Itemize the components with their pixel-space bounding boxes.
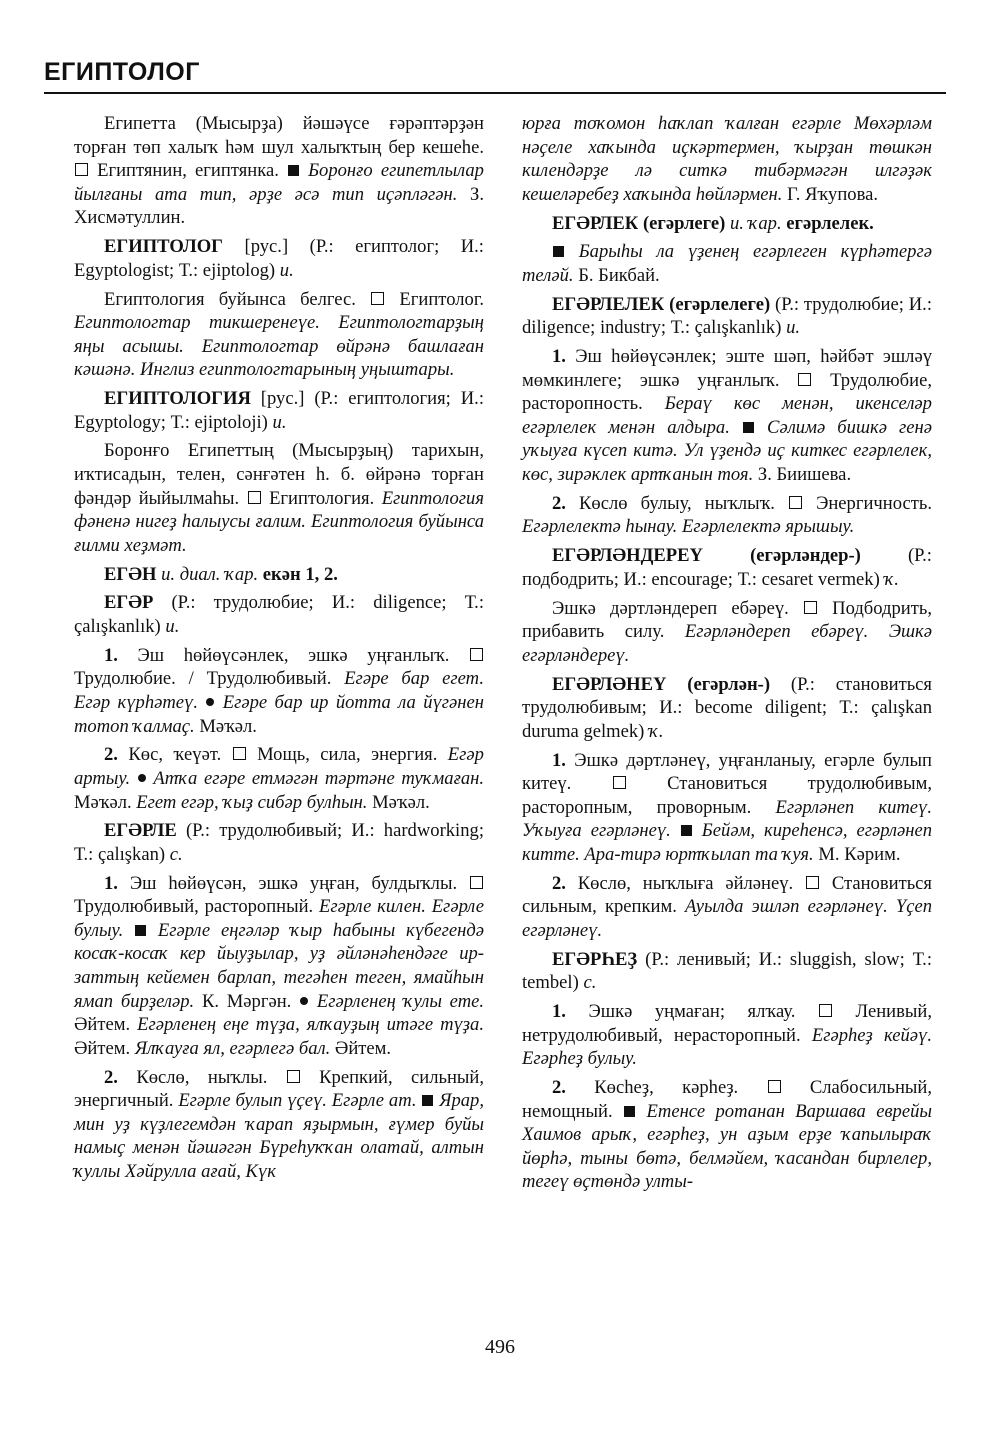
white-square-icon xyxy=(768,1080,781,1093)
label-text: и. диал. ҡар. xyxy=(161,563,259,585)
translation-text: Крепкий, сильный, энергичный. xyxy=(74,1066,484,1112)
source-text: З. Биишева. xyxy=(757,464,852,486)
headword: ЕГИПТОЛОГ xyxy=(104,236,223,258)
definition-text: Көс, ҡеүәт. xyxy=(128,744,222,766)
example-text: Егәрләндереп ебәреү. Эшкә егәрләндереү. xyxy=(522,621,932,666)
white-square-icon xyxy=(806,876,819,889)
white-square-icon xyxy=(371,292,384,305)
source-text: М. Кәрим. xyxy=(818,843,901,865)
entry-paragraph xyxy=(522,948,932,995)
source-text: Б. Бикбай. xyxy=(578,264,660,286)
headword-form: (егәрлелеге) xyxy=(669,293,771,315)
definition-text: Көслө, ныҡлыға әйләнеү. xyxy=(577,872,794,894)
definition-text: Эшкә уңмаған; ялҡау. xyxy=(588,1001,796,1023)
part-of-speech: и. xyxy=(272,411,287,433)
entry-paragraph xyxy=(74,591,484,638)
etymology-text: (Р.: трудолюбивый; И.: hardworking; Т.: çalışkan) xyxy=(74,820,484,865)
part-of-speech: ҡ. xyxy=(649,720,664,742)
sense-number: 2. xyxy=(552,872,566,894)
black-square-icon xyxy=(743,422,754,433)
definition-text: Эш һөйөүсән, эшкә уңған, булдыҡлы. xyxy=(129,872,458,894)
part-of-speech: и. xyxy=(279,259,294,281)
example-text: Егәрләнеп китеү. Уҡыуға егәрләнеү. xyxy=(522,796,932,842)
definition-text: Көсһеҙ, кәрһеҙ. xyxy=(594,1077,739,1098)
entry-paragraph xyxy=(522,1076,932,1194)
example-text: Егет егәр, ҡыҙ сибәр булһын. xyxy=(136,791,368,813)
bullet-icon xyxy=(206,698,214,706)
white-square-icon xyxy=(789,496,802,509)
example-text: Барыһы ла үҙенең егәрлеген күрһәтергә теләй. xyxy=(522,241,932,286)
source-text: Мәҡәл. xyxy=(74,791,132,813)
part-of-speech: и. xyxy=(165,616,180,637)
sense-number: 1. xyxy=(552,1001,566,1023)
part-of-speech: с. xyxy=(583,972,597,994)
label-text: и. ҡар. xyxy=(729,212,782,234)
white-square-icon xyxy=(75,163,88,176)
entry-paragraph xyxy=(522,492,932,539)
white-square-icon xyxy=(804,601,817,614)
example-text: Егәрле булып үҫеү. Егәрле ат. xyxy=(178,1090,417,1112)
etymology-text: (Р.: подбодрить; И.: encourage; Т.: cesaret vermek) xyxy=(522,545,932,590)
example-text: Егәрһеҙ кейәү. Егәрһеҙ булыу. xyxy=(522,1024,932,1070)
headword: ЕГӘРЛЕК xyxy=(552,212,639,234)
white-square-icon xyxy=(233,747,246,760)
bullet-icon xyxy=(138,774,146,782)
headword: ЕГӘРЛЕЛЕК xyxy=(552,293,665,315)
entry-paragraph xyxy=(522,293,932,340)
example-text: Египтологтар тикшеренеүе. Египтологтарҙың яңы асышы. Египтологтар өйрәнә башлаған кәшәнә. Инглиз египтологтарының уңыштары. xyxy=(74,312,484,381)
source-text: Мәҡәл. xyxy=(199,715,257,737)
translation-text: Подбодрить, прибавить силу. xyxy=(522,597,932,643)
example-text: Египтология фәненә нигеҙ һалыусы ғалим. Египтология буйынса ғилми хеҙмәт. xyxy=(74,487,484,556)
black-square-icon xyxy=(553,246,564,257)
sense-number: 2. xyxy=(552,1077,566,1098)
etymology-text: [рус.] (Р.: египтология; И.: Egyptology; Т.: ejiptoloji) xyxy=(74,388,484,433)
white-square-icon xyxy=(819,1004,832,1017)
black-square-icon xyxy=(135,925,146,936)
part-of-speech: с. xyxy=(169,843,183,865)
right-column xyxy=(522,112,932,1199)
entry-paragraph xyxy=(522,240,932,287)
example-text: Егәр артыу. xyxy=(74,744,484,789)
example-text: Бераү көс менән, икенселәр егәрлелек менән алдыра. xyxy=(522,393,932,438)
example-text: юрға тоҡомон һаҡлап ҡалған егәрле Мөхәрләм нәҫеле хаҡында иҫкәртермен, ҡырҙан төшкән килендәрҙе лә ситкә тибәрмәгән илгәҙәк кешеләребеҙ хаҡында һөйләрмен. xyxy=(522,113,932,205)
entry-paragraph xyxy=(522,212,932,236)
entry-paragraph xyxy=(522,872,932,943)
entry-paragraph xyxy=(74,439,484,557)
translation-text: Трудолюбивый, расторопный. xyxy=(74,896,314,918)
example-text: Ярар, мин уҙ күҙлегемдән ҡарап яҙырмын, ғүмер буйы намыҫ менән йәшәгән Бүреһуҡҡан олатай, алтын ҡуллы Хәйрулла ағай, Күк xyxy=(74,1090,484,1182)
headword-form: (егәрлән-) xyxy=(687,673,771,695)
sense-number: 1. xyxy=(552,749,566,771)
sense-number: 1. xyxy=(104,872,118,894)
bullet-icon xyxy=(300,997,308,1005)
headword: ЕГӘРЛӘНДЕРЕҮ xyxy=(552,545,703,567)
entry-paragraph xyxy=(522,112,932,206)
example-text: Ауылда эшләп егәрләнеү. Үҫеп егәрләнеү. xyxy=(522,896,932,941)
definition-text: Египетта (Мысырҙа) йәшәүсе ғәрәптәрҙән торған төп халыҡ һәм шул халыҡтың бер кешеһе. xyxy=(74,113,484,158)
white-square-icon xyxy=(287,1070,300,1083)
entry-paragraph xyxy=(74,743,484,814)
source-text: Мәҡәл. xyxy=(372,791,430,813)
translation-text: Египтология. xyxy=(269,487,375,509)
translation-text: Становиться сильным, крепким. xyxy=(522,872,932,918)
white-square-icon xyxy=(470,648,483,661)
entry-paragraph xyxy=(74,872,484,1061)
definition-text: Көслө, ныҡлы. xyxy=(136,1066,268,1088)
source-text: К. Мәргән. xyxy=(201,990,292,1012)
headword: ЕГӘРЛЕ xyxy=(104,820,177,842)
translation-text: Энергичность. xyxy=(816,492,932,514)
black-square-icon xyxy=(681,825,692,836)
translation-text: Египтолог. xyxy=(399,288,484,310)
example-text: Боронғо египетлылар йылғаны ата тип, әрҙе әсә тип иҫәпләгән. xyxy=(74,160,484,205)
entry-paragraph xyxy=(522,749,932,867)
example-text: Бейәм, киреһенсә, егәрләнеп китте. Ара-тирә юртҡылап та ҡуя. xyxy=(522,820,932,865)
headword: ЕГӘР xyxy=(104,592,154,614)
example-text: Егәрленең еңе түҙа, ялҡауҙың итәге түҙа. xyxy=(137,1014,484,1036)
part-of-speech: и. xyxy=(786,317,801,339)
header-rule xyxy=(44,92,946,94)
translation-text: Трудолюбие, расторопность. xyxy=(522,369,932,415)
part-of-speech: ҡ. xyxy=(884,568,899,590)
example-text: Егәрле килен. Егәрле булыу. xyxy=(74,896,484,941)
sense-number: 1. xyxy=(104,644,118,666)
entry-paragraph xyxy=(74,1066,484,1184)
entry-paragraph xyxy=(74,288,484,382)
definition-text: Эшкә дәртләнеү, уңғанланыу, егәрле булып китеү. xyxy=(522,749,932,795)
entry-paragraph xyxy=(522,345,932,487)
sense-number: 2. xyxy=(552,492,566,514)
example-text: Егәре бар егет. Егәр күрһәтеү. xyxy=(74,668,484,713)
sense-number: 1. xyxy=(552,346,566,368)
entry-paragraph xyxy=(74,819,484,866)
entry-paragraph xyxy=(74,235,484,282)
example-text: Егәрлелектә һынау. Егәрлелектә ярышыу. xyxy=(522,516,855,538)
source-text: Әйтем. xyxy=(74,1037,131,1059)
etymology-text: (Р.: трудолюбие; И.: diligence; industry; Т.: çalışkanlık) xyxy=(522,293,932,339)
source-text: Әйтем. xyxy=(334,1037,392,1059)
entry-paragraph xyxy=(522,1000,932,1071)
cross-reference: егәрлелек. xyxy=(786,212,874,234)
page-number: 496 xyxy=(485,1336,515,1358)
translation-text: Ленивый, нетрудолюбивый, нерасторопный. xyxy=(522,1001,932,1046)
entry-paragraph xyxy=(522,597,932,668)
white-square-icon xyxy=(798,373,811,386)
entry-paragraph xyxy=(74,563,484,587)
translation-text: Становиться трудолюбивым, расторопным, проворным. xyxy=(522,773,932,818)
example-text: Сәлимә бишкә генә уҡыуға күсеп китә. Ул үҙендә иҫ киткес егәрлелек, көс, зирәклек артҡанын тоя. xyxy=(522,416,933,486)
source-text: Г. Яҡупова. xyxy=(787,183,879,205)
white-square-icon xyxy=(470,876,483,889)
source-text: Әйтем. xyxy=(74,1014,131,1036)
definition-text: Эшкә дәртләндереп ебәреү. xyxy=(552,597,789,619)
black-square-icon xyxy=(422,1095,433,1106)
white-square-icon xyxy=(613,776,626,789)
headword-form: (егәрлеге) xyxy=(642,212,726,234)
headword: ЕГӘРЛӘНЕҮ xyxy=(552,673,667,695)
entry-paragraph xyxy=(522,544,932,591)
etymology-text: (Р.: ленивый; И.: sluggish, slow; Т.: tembel) xyxy=(522,948,932,994)
translation-text: Мощь, сила, энергия. xyxy=(257,744,438,766)
running-head: ЕГИПТОЛОГ xyxy=(44,58,200,86)
black-square-icon xyxy=(624,1106,635,1117)
cross-reference: екән 1, 2. xyxy=(262,563,338,585)
etymology-text: (Р.: трудолюбие; И.: diligence; Т.: çalışkanlık) xyxy=(74,592,484,637)
definition-text: Египтология буйынса белгес. xyxy=(104,288,356,310)
example-text: Ялҡауға ял, егәрлегә бал. xyxy=(134,1037,331,1059)
example-text: Атҡа егәре етмәгән тәртәне туҡмаған. xyxy=(153,767,484,789)
entry-paragraph xyxy=(74,644,484,738)
sense-number: 2. xyxy=(104,744,118,766)
etymology-text: [рус.] (Р.: египтолог; И.: Egyptologist; Т.: ejiptolog) xyxy=(74,236,484,281)
example-text: Егәре бар ир йотта ла йүгәнен тотоп ҡалмаҫ. xyxy=(74,691,484,737)
translation-text: Египтянин, египтянка. xyxy=(97,160,279,182)
translation-text: Слабосильный, немощный. xyxy=(522,1077,932,1122)
black-square-icon xyxy=(288,165,299,176)
entry-paragraph xyxy=(74,112,484,230)
definition-text: Көслө булыу, ныҡлыҡ. xyxy=(579,492,775,514)
headword: ЕГӘН xyxy=(104,563,157,585)
definition-text: Эш һөйөүсәнлек, эшкә уңғанлыҡ. xyxy=(137,644,450,666)
etymology-text: (Р.: становиться трудолюбивым; И.: become diligent; Т.: çalışkan duruma gelmek) xyxy=(522,673,932,742)
entry-paragraph xyxy=(522,673,932,744)
white-square-icon xyxy=(248,491,261,504)
left-column xyxy=(74,112,484,1189)
sense-number: 2. xyxy=(104,1066,118,1088)
headword: ЕГИПТОЛОГИЯ xyxy=(104,388,251,410)
example-text: Етенсе ротанан Варшава еврейы Хаимов арыҡ, егәрһеҙ, ун аҙым ерҙе ҡапылыраҡ йөрһә, тыны бөтә, белмәйем, ҡасандан бирлелер, тегеү өҫтөндә улты- xyxy=(522,1100,932,1193)
definition-text: Эш һөйөүсәнлек; эште шәп, һәйбәт эшләү мөмкинлеге; эшкә уңғанлыҡ. xyxy=(522,346,932,391)
headword-form: (егәрләндер-) xyxy=(750,545,861,567)
source-text: З. Хисмәтуллин. xyxy=(74,183,484,229)
entry-paragraph xyxy=(74,387,484,434)
example-text: Егәрле еңгәләр ҡыр һабыны күбегендә косаҡ-косаҡ кер йыуҙылар, уҙ әйләнәһендәге ир-заттың кейемен барлап, тегәһен теген, ямайһын ямап бирҙеләр. xyxy=(74,919,484,1012)
example-text: Егәрленең ҡулы ете. xyxy=(316,990,485,1012)
translation-text: Трудолюбие. / Трудолюбивый. xyxy=(74,668,332,690)
headword: ЕГӘРҺЕҘ xyxy=(552,948,638,970)
definition-text: Боронғо Египеттың (Мысырҙың) тарихын, иҡтисадын, телен, сәнғәтен һ. б. өйрәнә торған фәндәр йыйылмаһы. xyxy=(74,440,484,509)
